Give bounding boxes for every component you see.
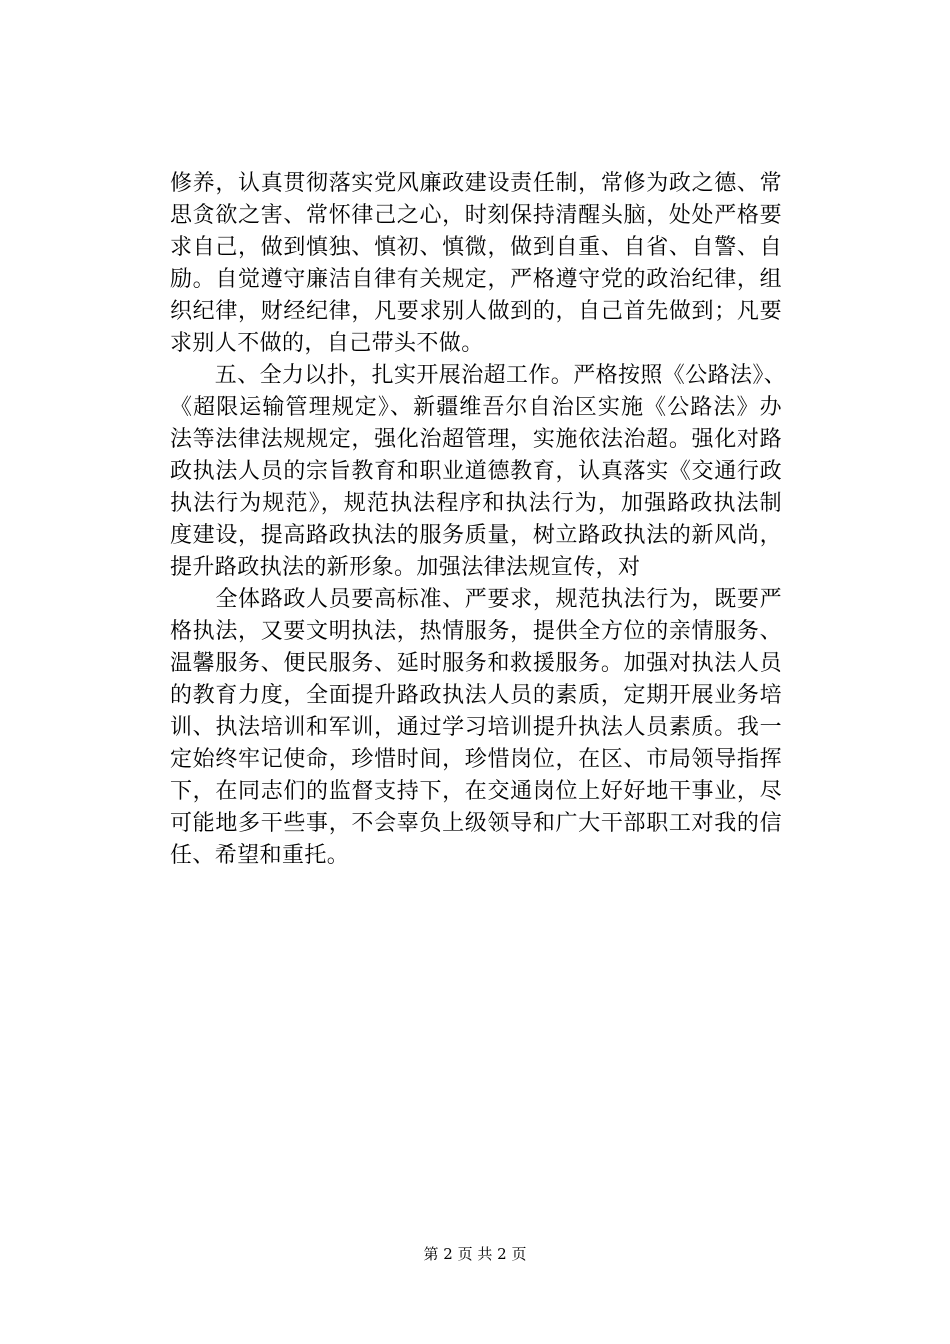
text-line: 励。自觉遵守廉洁自律有关规定，严格遵守党的政治纪律，组 [170, 267, 782, 292]
text-line: 训、执法培训和军训，通过学习培训提升执法人员素质。我一 [170, 715, 782, 740]
text-line: 提升路政执法的新形象。加强法律法规宣传，对 [170, 555, 641, 580]
text-line: 任、希望和重托。 [170, 843, 350, 868]
text-line: 下，在同志们的监督支持下，在交通岗位上好好地干事业，尽 [170, 779, 782, 804]
text-line: 执法行为规范》，规范执法程序和执法行为，加强路政执法制 [170, 491, 782, 516]
text-line: 定始终牢记使命，珍惜时间，珍惜岗位，在区、市局领导指挥 [170, 747, 782, 772]
document-body [170, 168, 787, 872]
text-line: 《超限运输管理规定》、新疆维吾尔自治区实施《公路法》办 [170, 395, 782, 420]
text-line: 求别人不做的，自己带头不做。 [170, 331, 484, 356]
page-footer: 第 2 页 共 2 页 [423, 1245, 527, 1263]
text-line: 求自己，做到慎独、慎初、慎微，做到自重、自省、自警、自 [170, 235, 782, 260]
text-line: 的教育力度，全面提升路政执法人员的素质，定期开展业务培 [170, 683, 782, 708]
text-line: 格执法，又要文明执法，热情服务，提供全方位的亲情服务、 [170, 619, 782, 644]
text-line: 五、全力以扑，扎实开展治超工作。严格按照《公路法》、 [170, 363, 787, 388]
text-line: 修养，认真贯彻落实党风廉政建设责任制，常修为政之德、常 [170, 171, 782, 196]
text-line: 可能地多干些事，不会辜负上级领导和广大干部职工对我的信 [170, 811, 782, 836]
text-line: 思贪欲之害、常怀律己之心，时刻保持清醒头脑，处处严格要 [170, 203, 782, 228]
text-line: 政执法人员的宗旨教育和职业道德教育，认真落实《交通行政 [170, 459, 782, 484]
text-line: 法等法律法规规定，强化治超管理，实施依法治超。强化对路 [170, 427, 782, 452]
text-line: 全体路政人员要高标准、严要求，规范执法行为，既要严 [170, 587, 782, 612]
text-line: 度建设，提高路政执法的服务质量，树立路政执法的新风尚， [170, 523, 782, 548]
text-line: 织纪律，财经纪律，凡要求别人做到的，自己首先做到；凡要 [170, 299, 782, 324]
text-line: 温馨服务、便民服务、延时服务和救援服务。加强对执法人员 [170, 651, 782, 676]
